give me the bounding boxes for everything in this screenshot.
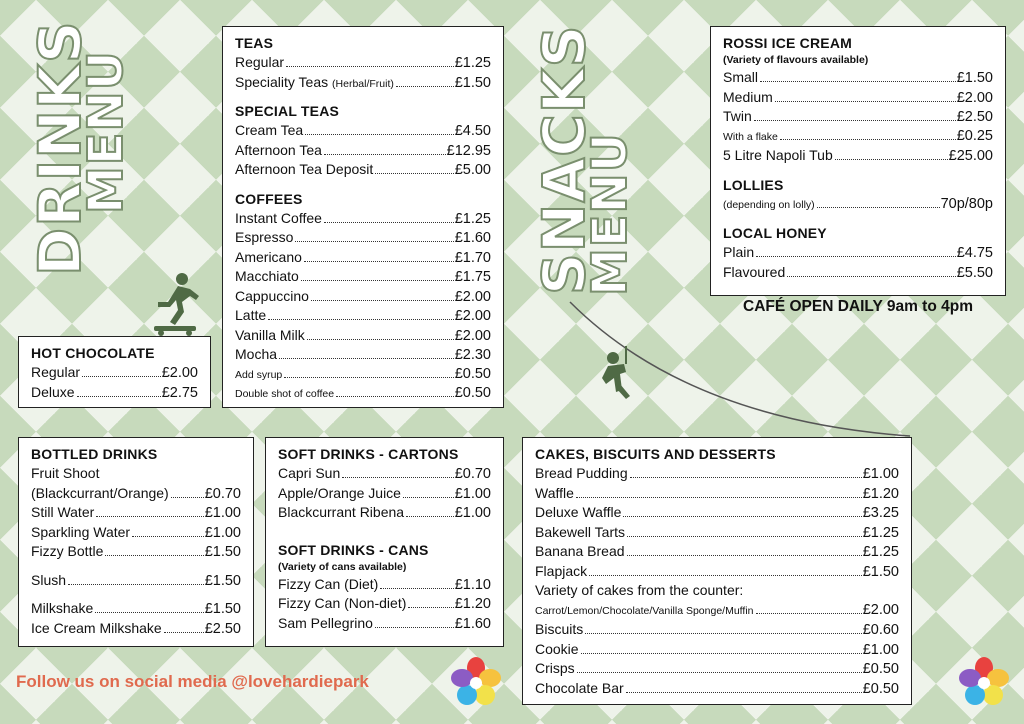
- menu-item: [278, 615, 491, 635]
- cakes-title: CAKES, BISCUITS AND DESSERTS: [535, 446, 776, 462]
- item-price: £2.00: [454, 327, 491, 344]
- item-name: Deluxe Waffle: [535, 504, 622, 520]
- item-price: £1.60: [454, 230, 491, 246]
- cans-subtitle: (Variety of cans available): [278, 560, 407, 573]
- item-price: £0.50: [454, 365, 491, 382]
- menu-item: [723, 147, 993, 167]
- ice-cream-subtitle: (Variety of flavours available): [723, 54, 869, 66]
- item-name: Biscuits: [535, 621, 584, 637]
- menu-item: [723, 264, 993, 284]
- item-price: £1.20: [454, 596, 491, 612]
- item-name: Double shot of coffee: [235, 388, 335, 400]
- item-price: £1.70: [454, 249, 491, 266]
- soft-drinks-box: [265, 437, 504, 647]
- flower-logo-icon: [450, 656, 502, 708]
- item-name: Afternoon Tea: [235, 141, 322, 158]
- item-price: £2.00: [454, 308, 491, 324]
- item-price: £0.70: [454, 466, 491, 482]
- item-price: £0.60: [862, 622, 899, 638]
- item-name: Deluxe: [31, 383, 75, 400]
- teas-coffees-box: [222, 26, 504, 408]
- item-name: Espresso: [235, 229, 294, 245]
- item-name: Plain: [723, 244, 755, 260]
- item-price: £2.75: [161, 384, 198, 401]
- menu-item: [535, 504, 899, 524]
- menu-item: [278, 595, 491, 615]
- item-price: £25.00: [948, 148, 993, 164]
- menu-item: [235, 268, 491, 288]
- menu-item: [723, 244, 993, 264]
- menu-item: [31, 485, 241, 505]
- menu-item: [235, 229, 491, 249]
- item-price: £0.50: [862, 661, 899, 677]
- item-name: Afternoon Tea Deposit: [235, 161, 374, 177]
- item-note: (Herbal/Fruit): [332, 77, 394, 90]
- item-name: Sparkling Water: [31, 523, 131, 540]
- item-price: £1.25: [862, 524, 899, 541]
- item-price: £1.25: [454, 55, 491, 71]
- item-name: Mocha: [235, 346, 278, 362]
- menu-item: [31, 600, 241, 620]
- item-name: Cream Tea: [235, 122, 304, 138]
- item-name: Americano: [235, 248, 302, 265]
- item-name: Cookie: [535, 640, 579, 657]
- item-price: £3.25: [862, 505, 899, 521]
- item-price: £1.50: [204, 544, 241, 560]
- menu-item: [31, 543, 241, 563]
- teas-title: TEAS: [235, 35, 274, 51]
- menu-item: [235, 385, 491, 405]
- lollies-title: LOLLIES: [723, 176, 784, 193]
- item-price: £1.25: [454, 210, 491, 227]
- item-price: £1.00: [454, 505, 491, 521]
- menu-item: [235, 366, 491, 386]
- item-price: £1.00: [454, 485, 491, 502]
- opening-hours: CAFÉ OPEN DAILY 9am to 4pm: [743, 298, 973, 315]
- item-price: £1.50: [862, 563, 899, 580]
- item-name: Fizzy Bottle: [31, 543, 104, 559]
- menu-item: [235, 210, 491, 230]
- menu-item: [723, 89, 993, 109]
- item-name: Crisps: [535, 660, 575, 676]
- item-name: Capri Sun: [278, 465, 341, 481]
- item-price: £0.25: [956, 127, 993, 144]
- menu-item: [278, 504, 491, 524]
- menu-item: [235, 122, 491, 142]
- menu-item: [31, 465, 241, 485]
- item-name: Fizzy Can (Diet): [278, 575, 379, 592]
- menu-item: [31, 524, 241, 544]
- cartons-title: SOFT DRINKS - CARTONS: [278, 446, 459, 462]
- bottled-title: BOTTLED DRINKS: [31, 446, 158, 462]
- item-price: £2.00: [862, 601, 899, 618]
- item-name: Regular: [31, 364, 81, 380]
- flower-logo-icon: [958, 656, 1010, 708]
- menu-item: [235, 327, 491, 347]
- item-price: £0.70: [204, 485, 241, 502]
- item-name: Regular: [235, 54, 285, 70]
- menu-item: [535, 543, 899, 563]
- item-price: £1.60: [454, 615, 491, 632]
- item-price: £1.10: [454, 576, 491, 593]
- item-price: £1.25: [862, 544, 899, 560]
- menu-item: [535, 602, 899, 622]
- cans-title: SOFT DRINKS - CANS: [278, 541, 429, 558]
- ice-cream-title: ROSSI ICE CREAM: [723, 35, 853, 51]
- item-price: £1.50: [956, 70, 993, 86]
- item-name: Sam Pellegrino: [278, 614, 373, 631]
- honey-title: LOCAL HONEY: [723, 225, 827, 241]
- menu-item: [535, 465, 899, 485]
- item-price: £1.75: [454, 269, 491, 285]
- item-name: Milkshake: [31, 600, 94, 616]
- item-name: Flapjack: [535, 562, 588, 579]
- menu-item: [31, 384, 198, 404]
- item-price: £1.00: [862, 641, 899, 658]
- item-price: £2.50: [204, 620, 241, 637]
- menu-item: [723, 69, 993, 89]
- item-name: Banana Bread: [535, 543, 625, 559]
- item-name: Apple/Orange Juice: [278, 484, 401, 501]
- menu-item: [535, 660, 899, 680]
- item-name: Chocolate Bar: [535, 679, 624, 696]
- menu-item: [723, 196, 993, 216]
- item-name: Speciality Teas: [235, 73, 329, 90]
- menu-item: [235, 54, 491, 74]
- menu-item: [31, 504, 241, 524]
- item-price: £5.50: [956, 264, 993, 281]
- menu-item: [535, 641, 899, 661]
- item-price: £1.00: [204, 505, 241, 521]
- zipline-icon: [568, 300, 918, 440]
- item-name: Vanilla Milk: [235, 326, 305, 343]
- item-price: £1.50: [454, 74, 491, 91]
- item-name: Medium: [723, 88, 773, 105]
- item-name: 5 Litre Napoli Tub: [723, 147, 833, 163]
- menu-item: [235, 161, 491, 181]
- item-name: Cappuccino: [235, 287, 309, 304]
- ice-cream-box: [710, 26, 1006, 296]
- menu-item: [235, 142, 491, 162]
- snacks-menu-title: MENU: [582, 132, 638, 296]
- special-teas-title: SPECIAL TEAS: [235, 103, 340, 119]
- item-name: Bakewell Tarts: [535, 523, 626, 540]
- menu-item: [31, 364, 198, 384]
- menu-item: [235, 288, 491, 308]
- drinks-title: DRINKS: [26, 20, 94, 276]
- menu-item: [31, 572, 241, 592]
- item-name: Flavoured: [723, 263, 786, 280]
- item-name: Carrot/Lemon/Chocolate/Vanilla Sponge/Muffin: [535, 604, 754, 617]
- item-price: £2.00: [956, 89, 993, 106]
- item-name: Ice Cream Milkshake: [31, 619, 162, 636]
- item-price: £1.20: [862, 485, 899, 502]
- skateboarder-icon: [148, 272, 204, 336]
- item-price: £1.50: [204, 601, 241, 617]
- item-price: £4.50: [454, 123, 491, 139]
- item-name: Macchiato: [235, 268, 299, 284]
- menu-item: [535, 582, 899, 602]
- item-price: £1.00: [204, 524, 241, 541]
- item-name: Small: [723, 69, 759, 85]
- item-name: Fruit Shoot: [31, 465, 100, 481]
- item-price: £0.50: [862, 680, 899, 697]
- item-name: Add syrup: [235, 368, 283, 381]
- item-price: £2.50: [956, 109, 993, 125]
- item-price: £2.00: [161, 365, 198, 381]
- item-name: Fizzy Can (Non-diet): [278, 595, 407, 611]
- item-name: Instant Coffee: [235, 209, 322, 226]
- item-name: Blackcurrant Ribena: [278, 504, 405, 520]
- menu-item: [278, 465, 491, 485]
- item-price: £0.50: [454, 385, 491, 401]
- menu-item: [535, 485, 899, 505]
- item-name: Twin: [723, 108, 752, 124]
- item-price: 70p/80p: [940, 195, 993, 212]
- item-name: Latte: [235, 307, 267, 323]
- item-name: (Blackcurrant/Orange): [31, 484, 169, 501]
- menu-item: [535, 524, 899, 544]
- variety-line: Variety of cakes from the counter:: [535, 582, 744, 598]
- item-price: £1.00: [862, 466, 899, 482]
- coffees-title: COFFEES: [235, 190, 303, 207]
- hot-chocolate-box: [18, 336, 211, 408]
- menu-item: [235, 249, 491, 269]
- item-price: £4.75: [956, 245, 993, 261]
- hot-chocolate-title: HOT CHOCOLATE: [31, 345, 155, 361]
- menu-item: [723, 108, 993, 128]
- menu-item: [535, 621, 899, 641]
- menu-item: [235, 74, 491, 94]
- menu-item: [535, 563, 899, 583]
- menu-item: [31, 620, 241, 640]
- snacks-title: SNACKS: [530, 24, 598, 295]
- item-name: Slush: [31, 571, 67, 588]
- menu-item: [535, 680, 899, 700]
- bottled-drinks-box: [18, 437, 254, 647]
- item-name: (depending on lolly): [723, 198, 815, 211]
- item-name: Waffle: [535, 484, 574, 501]
- cakes-box: [522, 437, 912, 705]
- drinks-menu-title: MENU: [78, 50, 134, 214]
- item-name: With a flake: [723, 130, 778, 143]
- menu-item: [723, 128, 993, 148]
- menu-item: [235, 307, 491, 327]
- social-media-text: Follow us on social media @lovehardiepark: [16, 672, 369, 691]
- item-price: £2.30: [454, 347, 491, 363]
- menu-item: [235, 346, 491, 366]
- item-price: £12.95: [446, 142, 491, 159]
- item-price: £2.00: [454, 288, 491, 305]
- item-name: Bread Pudding: [535, 465, 628, 481]
- item-price: £1.50: [204, 572, 241, 589]
- menu-item: [278, 576, 491, 596]
- item-price: £5.00: [454, 162, 491, 178]
- item-name: Still Water: [31, 504, 95, 520]
- menu-item: [278, 485, 491, 505]
